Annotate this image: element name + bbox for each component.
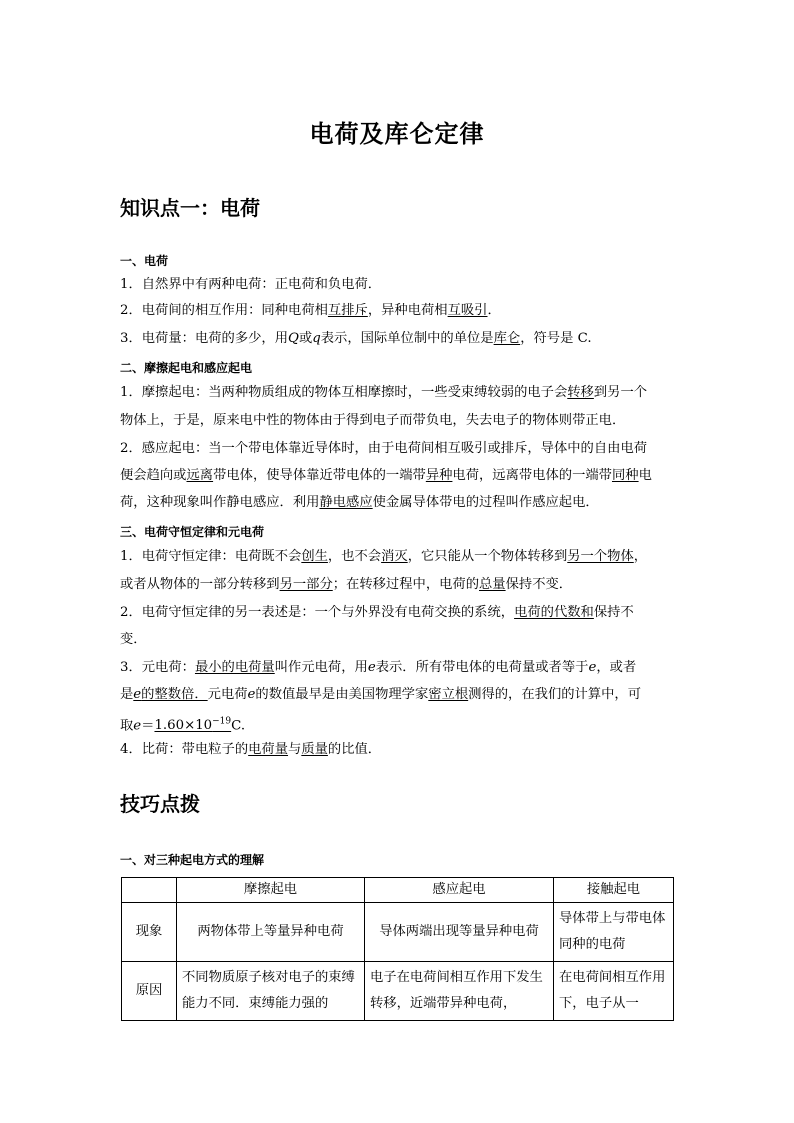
table-cell <box>122 878 177 903</box>
table-cell: 摩擦起电 <box>177 878 365 903</box>
table-cell: 不同物质原子核对电子的束缚能力不同．束缚能力强的 <box>177 962 365 1021</box>
page-title: 电荷及库仑定律 <box>309 120 485 148</box>
table-cell: 现象 <box>122 903 177 962</box>
paragraph-line: 物体上，于是，原来电中性的物体由于得到电子而带负电，失去电子的物体则带正电． <box>120 413 626 428</box>
table-cell: 电子在电荷间相互作用下发生转移，近端带异种电荷， <box>365 962 554 1021</box>
paragraph-line: 4．比荷：带电粒子的电荷量与质量的比值． <box>120 742 382 757</box>
paragraph-line: 1．电荷守恒定律：电荷既不会创生，也不会消灭，它只能从一个物体转移到另一个物体， <box>120 549 648 564</box>
subheading-three-methods: 一、对三种起电方式的理解 <box>120 853 265 867</box>
table-cell: 接触起电 <box>554 878 674 903</box>
paragraph-line: 3．电荷量：电荷的多少，用Q或q表示，国际单位制中的单位是库仑，符号是 C. <box>120 331 592 346</box>
table-cell: 两物体带上等量异种电荷 <box>177 903 365 962</box>
paragraph-line: 2．电荷间的相互作用：同种电荷相互排斥，异种电荷相互吸引． <box>120 303 501 318</box>
subheading-friction-induction: 二、摩擦起电和感应起电 <box>120 361 253 375</box>
table-cell: 在电荷间相互作用下，电子从一 <box>554 962 674 1021</box>
table-cell: 导体带上与带电体同种的电荷 <box>554 903 674 962</box>
table-row <box>122 903 674 962</box>
paragraph-line: 变． <box>120 632 147 647</box>
table-cell: 原因 <box>122 962 177 1021</box>
section-heading-knowledge-point: 知识点一：电荷 <box>120 196 260 220</box>
table-header-row <box>122 878 674 903</box>
comparison-table <box>121 877 674 1021</box>
table-row <box>122 962 674 1021</box>
section-heading-tips: 技巧点拨 <box>120 792 200 816</box>
paragraph-line: 便会趋向或远离带电体，使导体靠近带电体的一端带异种电荷，远离带电体的一端带同种电 <box>120 468 652 483</box>
paragraph-line: 1．摩擦起电：当两种物质组成的物体互相摩擦时，一些受束缚较弱的电子会转移到另一个 <box>120 385 648 400</box>
paragraph-line: 取$e=1.60\times 10^{-19}C$. <box>120 717 246 734</box>
paragraph-line: 3．元电荷：最小的电荷量叫作元电荷，用e表示．所有带电体的电荷量或者等于e，或者 <box>120 660 637 675</box>
subheading-conservation: 三、电荷守恒定律和元电荷 <box>120 525 265 539</box>
paragraph-line: 2．电荷守恒定律的另一表述是：一个与外界没有电荷交换的系统，电荷的代数和保持不 <box>120 605 634 620</box>
paragraph-line: 1．自然界中有两种电荷：正电荷和负电荷． <box>120 277 382 292</box>
table-cell: 感应起电 <box>365 878 554 903</box>
paragraph-line: 或者从物体的一部分转移到另一部分；在转移过程中，电荷的总量保持不变． <box>120 577 573 592</box>
paragraph-line: 是e的整数倍．元电荷e的数值最早是由美国物理学家密立根测得的，在我们的计算中，可 <box>120 687 642 702</box>
table-cell: 导体两端出现等量异种电荷 <box>365 903 554 962</box>
paragraph-line: 荷，这种现象叫作静电感应．利用静电感应使金属导体带电的过程叫作感应起电． <box>120 495 599 510</box>
paragraph-line: 2．感应起电：当一个带电体靠近导体时，由于电荷间相互吸引或排斥，导体中的自由电荷 <box>120 441 648 456</box>
subheading-charge: 一、电荷 <box>120 254 169 268</box>
